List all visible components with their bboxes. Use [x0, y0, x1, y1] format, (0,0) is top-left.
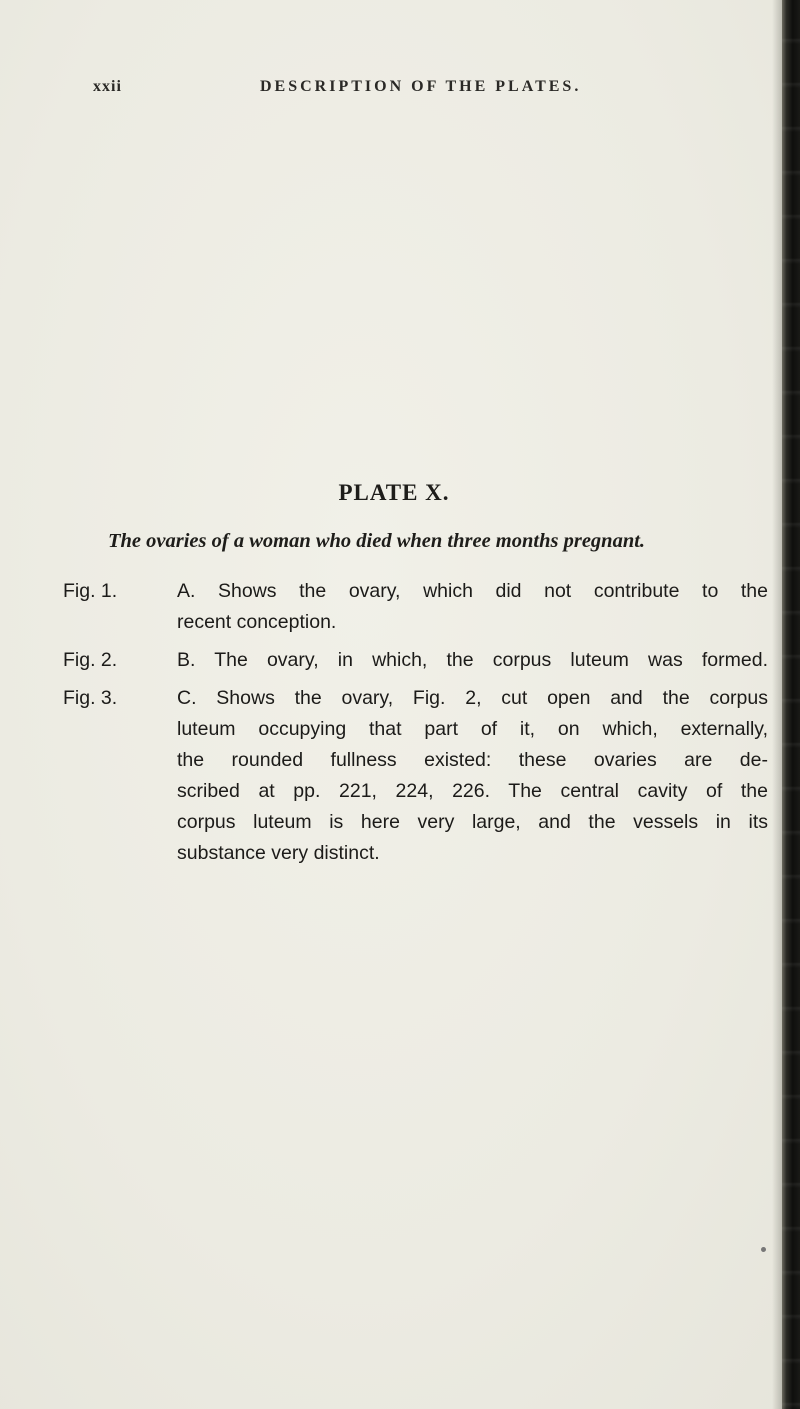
plate-title-text: PLATE X. [338, 480, 450, 505]
description-line: recent conception. [177, 611, 337, 633]
book-spine-edge [782, 0, 800, 1409]
figure-description [177, 576, 768, 638]
running-head-title: DESCRIPTION OF THE PLATES. [260, 78, 582, 95]
plate-title [0, 480, 780, 506]
figure-label: Fig. 1. [63, 580, 118, 602]
page-edge-shadow [772, 0, 782, 1409]
figure-label: Fig. 3. [63, 687, 118, 709]
description-line: corpus luteum is here very large, and the vessels in its [177, 811, 768, 833]
plate-subtitle: The ovaries of a woman who died when three months pregnant. [108, 530, 646, 552]
description-line: C. Shows the ovary, Fig. 2, cut open and the corpus [177, 687, 768, 709]
description-line: the rounded fullness existed: these ovaries are de- [177, 749, 768, 771]
figure-entry-3 [63, 683, 768, 869]
description-line: substance very distinct. [177, 842, 380, 864]
page-number: xxii [93, 78, 122, 95]
description-line: B. The ovary, in which, the corpus luteum was formed. [177, 649, 768, 671]
figure-entry-2 [63, 645, 768, 676]
running-head [0, 78, 780, 102]
paper-speck [761, 1247, 766, 1252]
figure-description [177, 645, 768, 676]
figure-label: Fig. 2. [63, 649, 118, 671]
description-line: A. Shows the ovary, which did not contribute to the [177, 580, 768, 602]
figure-description [177, 683, 768, 869]
figure-descriptions [63, 576, 768, 876]
figure-entry-1 [63, 576, 768, 638]
description-line: scribed at pp. 221, 224, 226. The central cavity of the [177, 780, 768, 802]
description-line: luteum occupying that part of it, on which, externally, [177, 718, 768, 740]
